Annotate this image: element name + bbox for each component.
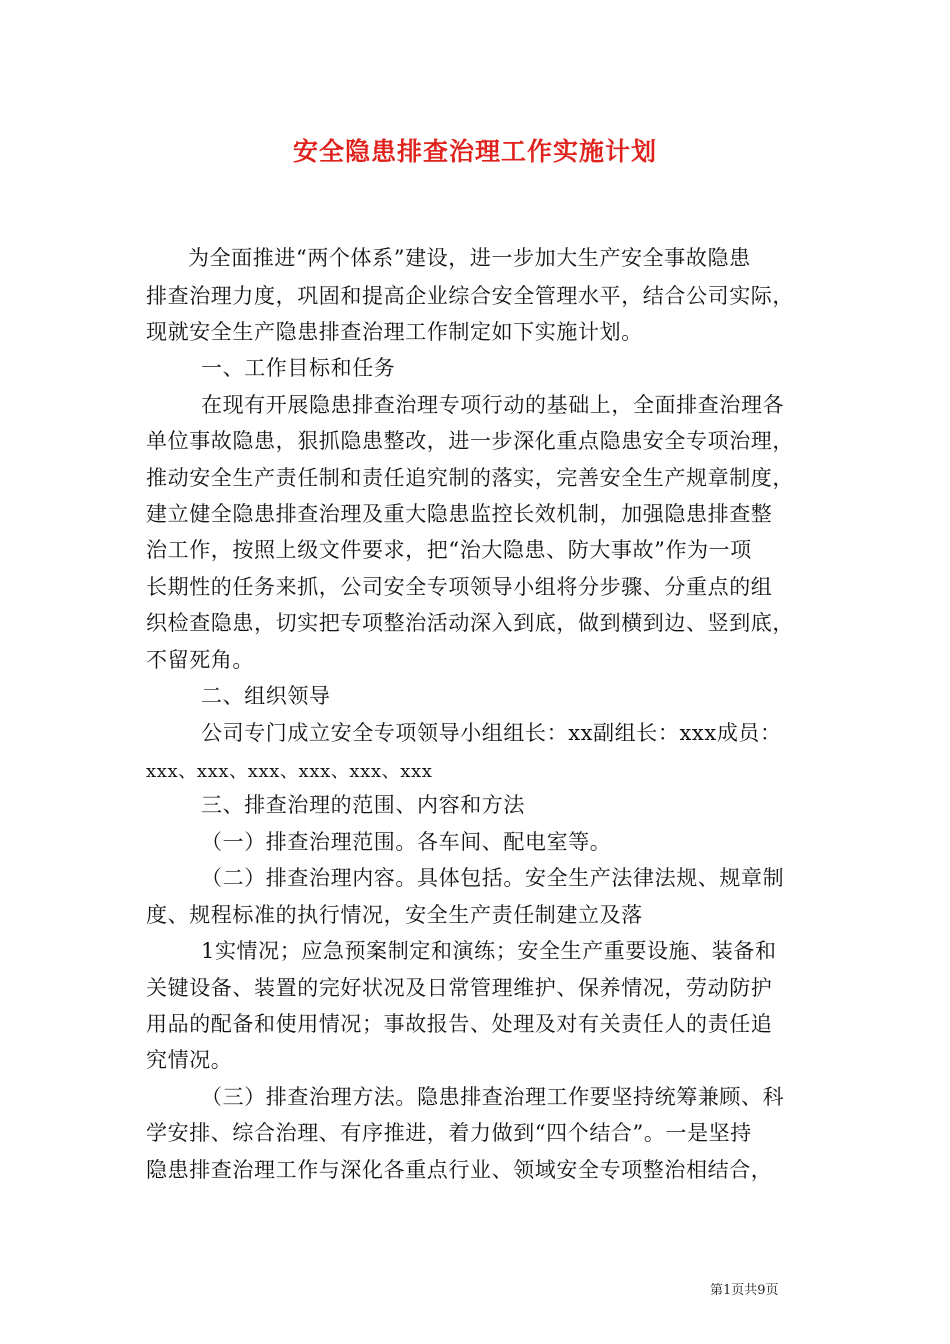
paragraph-line: 排查治理力度，巩固和提高企业综合安全管理水平，结合公司实际， <box>146 284 794 308</box>
paragraph-line: 推动安全生产责任制和责任追究制的落实，完善安全生产规章制度， <box>146 466 794 490</box>
document-title: 安全隐患排查治理工作实施计划 <box>292 137 657 166</box>
paragraph-line: 为全面推进“两个体系”建设，进一步加大生产安全事故隐患 <box>188 246 751 270</box>
paragraph-line: （三）排查治理方法。隐患排查治理工作要坚持统筹兼顾、科 <box>201 1085 785 1109</box>
paragraph-line: 关键设备、装置的完好状况及日常管理维护、保养情况，劳动防护 <box>146 976 773 1000</box>
paragraph-line: 度、规程标准的执行情况，安全生产责任制建立及落 <box>146 903 643 927</box>
paragraph-line: 治工作，按照上级文件要求，把“治大隐患、防大事故”作为一项 <box>146 538 752 562</box>
paragraph-line: 学安排、综合治理、有序推进，着力做到“四个结合”。一是坚持 <box>146 1121 752 1145</box>
paragraph-line: 究情况。 <box>146 1048 233 1072</box>
paragraph-line: 现就安全生产隐患排查治理工作制定如下实施计划。 <box>146 320 643 344</box>
section-heading: 一、工作目标和任务 <box>201 356 396 380</box>
paragraph-line: （二）排查治理内容。具体包括。安全生产法律法规、规章制 <box>201 866 785 890</box>
section-heading: 二、组织领导 <box>201 684 331 708</box>
paragraph-line: 建立健全隐患排查治理及重大隐患监控长效机制，加强隐患排查整 <box>146 502 773 526</box>
paragraph-line: 隐患排查治理工作与深化各重点行业、领域安全专项整治相结合， <box>146 1158 773 1182</box>
paragraph-line: xxx、xxx、xxx、xxx、xxx、xxx <box>146 761 433 782</box>
paragraph-line: 公司专门成立安全专项领导小组组长：xx副组长：xxx成员： <box>201 721 782 745</box>
paragraph-line: 单位事故隐患，狠抓隐患整改，进一步深化重点隐患安全专项治理， <box>146 429 794 453</box>
paragraph-line: 1实情况；应急预案制定和演练；安全生产重要设施、装备和 <box>201 939 777 963</box>
paragraph-line: 在现有开展隐患排查治理专项行动的基础上，全面排查治理各 <box>201 393 785 417</box>
paragraph-line: 长期性的任务来抓，公司安全专项领导小组将分步骤、分重点的组 <box>146 575 773 599</box>
paragraph-line: 织检查隐患，切实把专项整治活动深入到底，做到横到边、竖到底， <box>146 611 794 635</box>
paragraph-line: （一）排查治理范围。各车间、配电室等。 <box>201 830 612 854</box>
paragraph-line: 不留死角。 <box>146 648 254 672</box>
paragraph-line: 用品的配备和使用情况；事故报告、处理及对有关责任人的责任追 <box>146 1012 773 1036</box>
page-number: 第1页共9页 <box>710 1283 779 1298</box>
section-heading: 三、排查治理的范围、内容和方法 <box>201 793 525 817</box>
